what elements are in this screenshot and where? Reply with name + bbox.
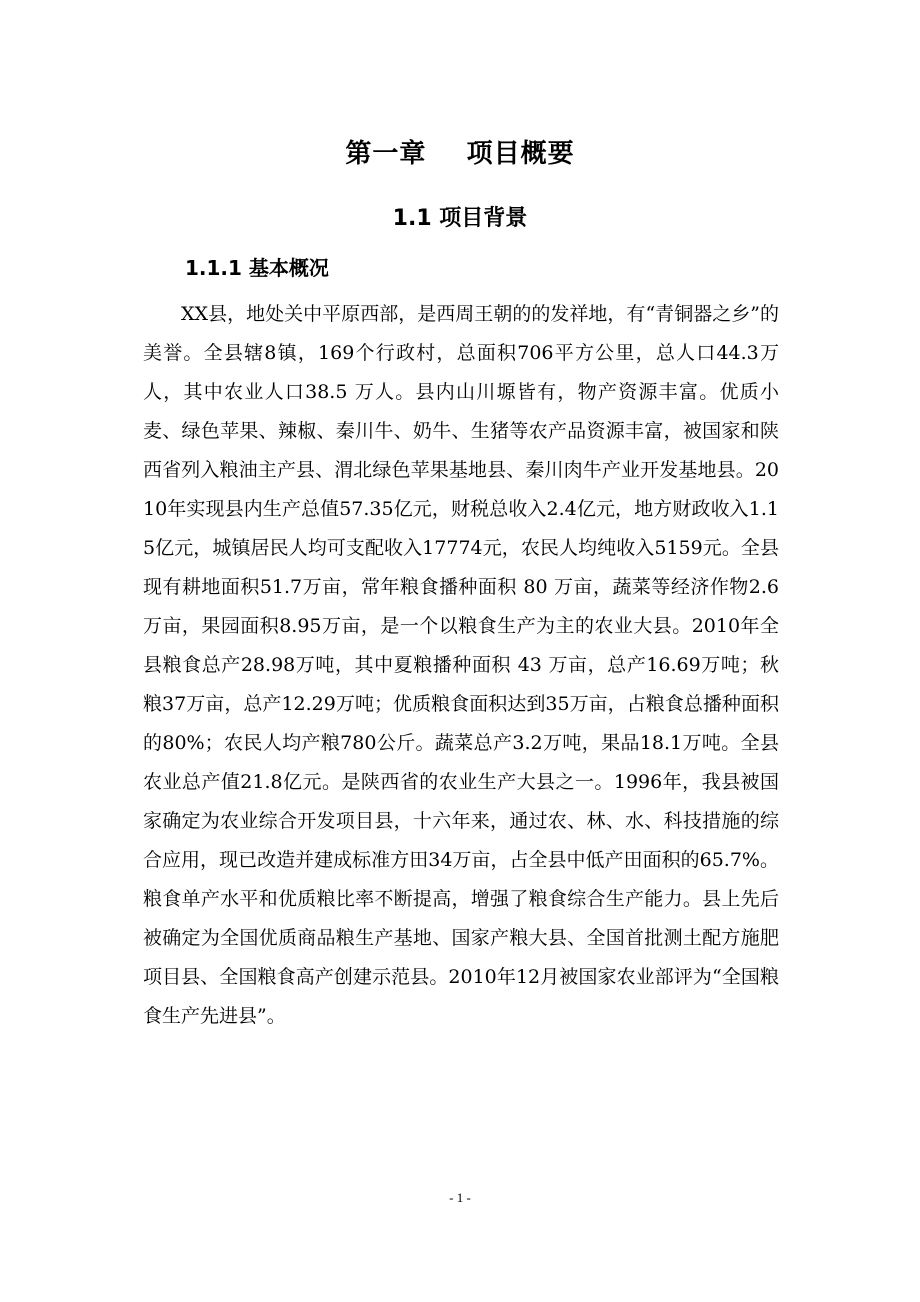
subsection-title: 1.1.1 基本概况 xyxy=(185,256,329,280)
body-paragraph: XX县，地处关中平原西部，是西周王朝的的发祥地，有“青铜器之乡”的美誉。全县辖8镇，169个行政村，总面积706平方公里，总人口44.3万人，其中农业人口38.5 万人。县内山川塬皆有，物产资源丰富。优质小麦、绿色苹果、辣椒、秦川牛、奶牛、生猪等农产品资源丰富，被国家和陕西省列入粮油主产县、渭北绿色苹果基地县、秦川肉牛产业开发基地县。2010年实现县内生产总值57.35亿元，财税总收入2.4亿元，地方财政收入1.15亿元，城镇居民人均可支配收入17774元，农民人均纯收入5159元。全县现有耕地面积51.7万亩，常年粮食播种面积 80 万亩，蔬菜等经济作物2.6万亩，果园面积8.95万亩，是一个以粮食生产为主的农业大县。2010年全县粮食总产28.98万吨，其中夏粮播种面积 43 万亩，总产16.69万吨；秋粮37万亩，总产12.29万吨；优质粮食面积达到35万亩，占粮食总播种面积的80%；农民人均产粮780公斤。蔬菜总产3.2万吨，果品18.1万吨。全县农业总产值21.8亿元。是陕西省的农业生产大县之一。1996年，我县被国家确定为农业综合开发项目县，十六年来，通过农、林、水、科技措施的综合应用，现已改造并建成标准方田34万亩，占全县中低产田面积的65.7%。粮食单产水平和优质粮比率不断提高，增强了粮食综合生产能力。县上先后被确定为全国优质商品粮生产基地、国家产粮大县、全国首批测土配方施肥项目县、全国粮食高产创建示范县。2010年12月被国家农业部评为“全国粮食生产先进县”。 xyxy=(143,303,779,1027)
chapter-title: 第一章 项目概要 xyxy=(345,139,575,169)
section-title: 1.1 项目背景 xyxy=(392,206,528,231)
page-number: - 1 - xyxy=(449,1190,471,1205)
